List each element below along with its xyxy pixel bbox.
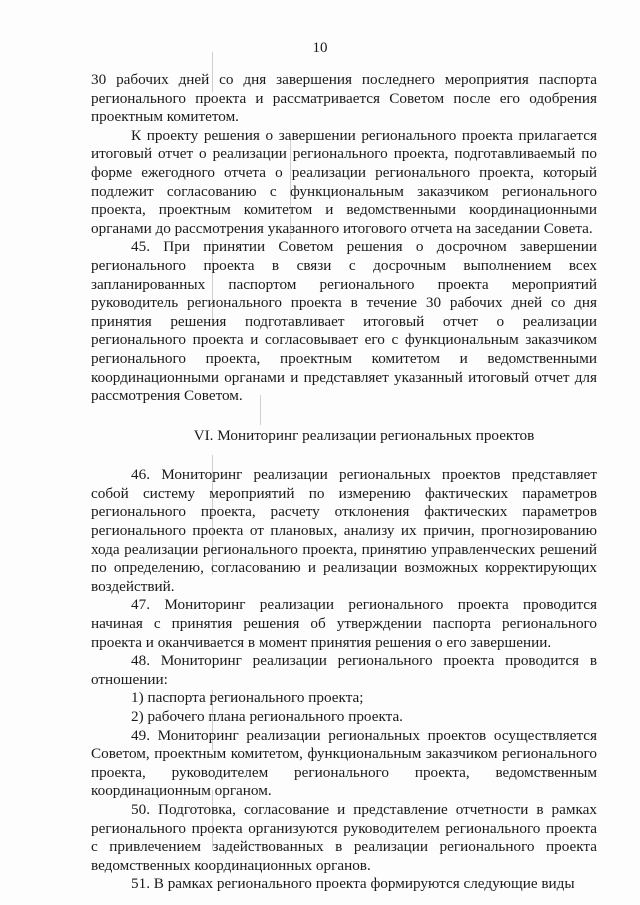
paragraph: 48. Мониторинг реализации регионального проекта проводится в отношении: xyxy=(91,652,597,688)
list-item: 2) рабочего плана регионального проекта. xyxy=(131,708,403,725)
paragraph: 51. В рамках регионального проекта формируются следующие виды xyxy=(131,875,575,893)
list-item: 1) паспорта регионального проекта; xyxy=(131,689,364,707)
paragraph: 46. Мониторинг реализации региональных проектов представляет собой систему мероприятий по измерению фактических параметров регионального проекта, расчету отклонения фактических параметров регионального проекта от плановых, анализу их причин, прогнозированию хода реализации регионального проекта, принятию управленческих решений по определению, согласованию и реализации возможных корректирующих воздействий. xyxy=(91,466,597,595)
section-heading: VI. Мониторинг реализации региональных проектов xyxy=(193,426,535,444)
paragraph: 49. Мониторинг реализации региональных проектов осуществляется Советом, проектным комитетом, функциональным заказчиком регионального проекта, руководителем регионального проекта, ведомственным координационным органом. xyxy=(91,726,597,800)
paragraph: 30 рабочих дней со дня завершения последнего мероприятия паспорта регионального проекта и рассматривается Советом после его одобрения проектным комитетом. xyxy=(91,71,597,126)
document-body xyxy=(91,71,597,894)
paragraph: 45. При принятии Советом решения о досрочном завершении регионального проекта в связи с досрочным выполнением всех запланированных паспортом регионального проекта мероприятий руководитель регионального проекта в течение 30 рабочих дней со дня принятия решения подготавливает итоговый отчет о реализации регионального проекта и согласовывает его с функциональным заказчиком регионального проекта, проектным комитетом и ведомственными координационными органами и представляет указанный итоговый отчет для рассмотрения Советом. xyxy=(91,238,597,405)
page-number: 10 xyxy=(312,40,328,56)
paragraph: К проекту решения о завершении регионального проекта прилагается итоговый отчет о реализации регионального проекта, подготавливаемый по форме ежегодного отчета о реализации регионального проекта, который подлежит согласованию с функциональным заказчиком регионального проекта, проектным комитетом и ведомственными координационными органами до рассмотрения указанного итогового отчета на заседании Совета. xyxy=(91,126,597,237)
paragraph: 50. Подготовка, согласование и представление отчетности в рамках регионального проекта организуются руководителем регионального проекта с привлечением задействованных в реализации регионального проекта ведомственных координационных органов. xyxy=(91,800,597,874)
paragraph: 47. Мониторинг реализации регионального проекта проводится начиная с принятия решения об утверждении паспорта регионального проекта и оканчивается в момент принятия решения о его завершении. xyxy=(91,596,597,651)
